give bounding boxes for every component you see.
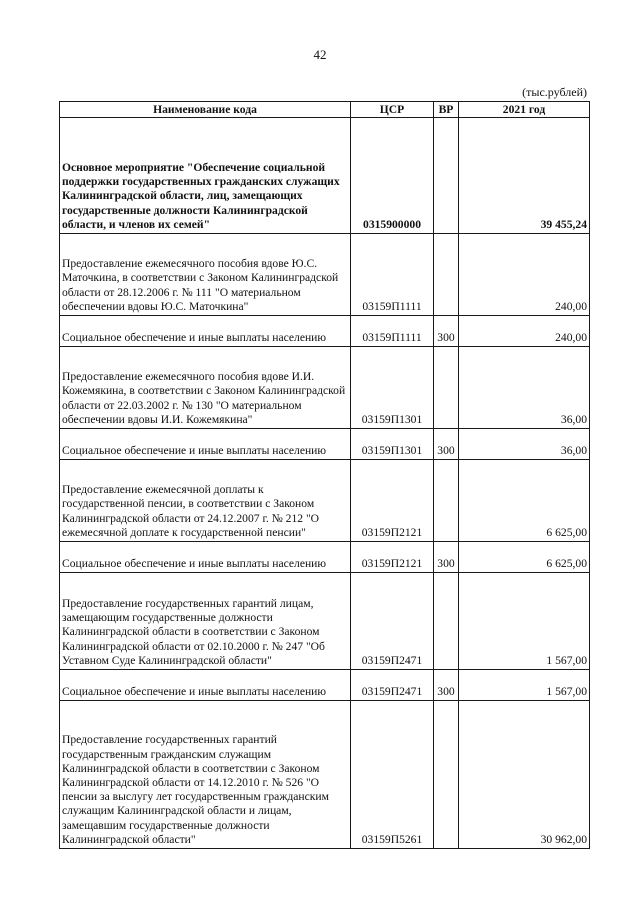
header-name: Наименование кода <box>60 102 351 118</box>
page-number: 42 <box>313 47 327 62</box>
row-vr <box>434 234 459 316</box>
row-amount: 36,00 <box>459 347 590 429</box>
table-row <box>60 316 590 347</box>
row-csr: 03159П2121 <box>351 460 434 542</box>
row-vr <box>434 460 459 542</box>
row-name: Социальное обеспечение и иные выплаты населению <box>60 542 351 573</box>
header-csr: ЦСР <box>351 102 434 118</box>
row-name: Предоставление ежемесячной доплаты к государственной пенсии, в соответствии с Законом Калининградской области от 24.12.2007 г. № 212 "О ежемесячной доплате к государственной пенсии" <box>60 460 351 542</box>
budget-table <box>59 101 590 849</box>
row-amount: 1 567,00 <box>459 573 590 670</box>
row-name: Предоставление ежемесячного пособия вдове Ю.С. Маточкина, в соответствии с Законом Калининградской области от 28.12.2006 г. № 111 "О материальном обеспечении вдовы Ю.С. Маточкина" <box>60 234 351 316</box>
row-amount: 6 625,00 <box>459 460 590 542</box>
row-csr: 03159П1301 <box>351 347 434 429</box>
row-vr: 300 <box>434 316 459 347</box>
row-amount: 30 962,00 <box>459 701 590 849</box>
row-csr: 03159П5261 <box>351 701 434 849</box>
row-amount: 240,00 <box>459 234 590 316</box>
row-vr <box>434 347 459 429</box>
table-row <box>60 118 590 234</box>
row-csr: 0315900000 <box>351 118 434 234</box>
row-name: Предоставление государственных гарантий лицам, замещающим государственные должности Калининградской области в соответствии с Законом Калининградской области от 02.10.2000 г. № 247 "Об Уставном Суде Калининградской области" <box>60 573 351 670</box>
table-row <box>60 573 590 670</box>
row-vr <box>434 573 459 670</box>
header-year: 2021 год <box>459 102 590 118</box>
row-csr: 03159П1111 <box>351 234 434 316</box>
table-row <box>60 347 590 429</box>
row-amount: 39 455,24 <box>459 118 590 234</box>
row-csr: 03159П2471 <box>351 670 434 701</box>
units-label: (тыс.рублей) <box>522 85 587 99</box>
table-row <box>60 701 590 849</box>
row-name: Предоставление государственных гарантий государственным гражданским служащим Калининградской области в соответствии с Законом Калининградской области от 14.12.2010 г. № 526 "О пенсии за выслугу лет государственным гражданским служащим Калининградской области и лицам, замещавшим государственные должности Калининградской области" <box>60 701 351 849</box>
row-vr: 300 <box>434 670 459 701</box>
row-csr: 03159П2471 <box>351 573 434 670</box>
row-csr: 03159П1301 <box>351 429 434 460</box>
row-amount: 36,00 <box>459 429 590 460</box>
row-vr <box>434 118 459 234</box>
row-name: Социальное обеспечение и иные выплаты населению <box>60 429 351 460</box>
row-amount: 6 625,00 <box>459 542 590 573</box>
row-name: Социальное обеспечение и иные выплаты населению <box>60 670 351 701</box>
row-name: Предоставление ежемесячного пособия вдове И.И. Кожемякина, в соответствии с Законом Калининградской области от 22.03.2002 г. № 130 "О материальном обеспечении вдовы И.И. Кожемякина" <box>60 347 351 429</box>
table-row <box>60 460 590 542</box>
header-vr: ВР <box>434 102 459 118</box>
row-amount: 1 567,00 <box>459 670 590 701</box>
row-csr: 03159П1111 <box>351 316 434 347</box>
table-row <box>60 234 590 316</box>
table-row <box>60 429 590 460</box>
row-name: Социальное обеспечение и иные выплаты населению <box>60 316 351 347</box>
table-row <box>60 542 590 573</box>
row-vr <box>434 701 459 849</box>
row-amount: 240,00 <box>459 316 590 347</box>
row-vr: 300 <box>434 542 459 573</box>
table-row <box>60 670 590 701</box>
row-name: Основное мероприятие "Обеспечение социальной поддержки государственных гражданских служащих Калининградской области, лиц, замещающих государственные должности Калининградской области, и членов их семей" <box>60 118 351 234</box>
row-csr: 03159П2121 <box>351 542 434 573</box>
row-vr: 300 <box>434 429 459 460</box>
table-header-row <box>60 102 590 118</box>
